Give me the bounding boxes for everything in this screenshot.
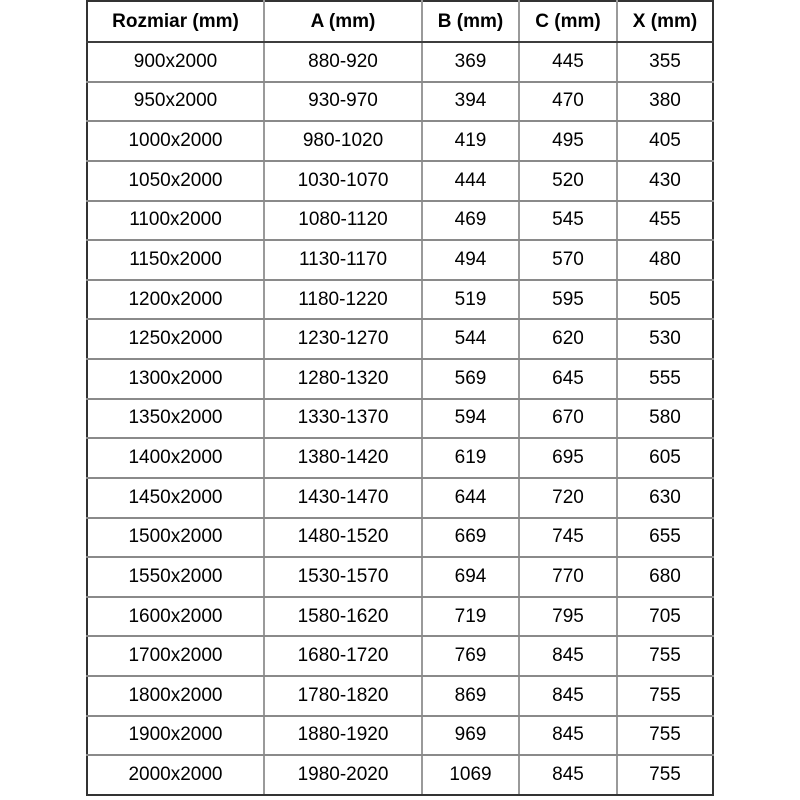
table-row <box>87 319 713 359</box>
table-row <box>87 280 713 320</box>
table-cell-a: 1230-1270 <box>264 319 422 359</box>
table-cell-x: 655 <box>617 518 713 558</box>
table-cell-x: 755 <box>617 636 713 676</box>
table-cell-a: 880-920 <box>264 42 422 82</box>
table-cell-c: 720 <box>519 478 617 518</box>
table-row <box>87 359 713 399</box>
table-cell-b: 519 <box>422 280 519 320</box>
table-cell-b: 469 <box>422 201 519 241</box>
table-cell-b: 369 <box>422 42 519 82</box>
table-cell-rozmiar: 1150x2000 <box>87 240 264 280</box>
table-row <box>87 636 713 676</box>
table-cell-a: 1130-1170 <box>264 240 422 280</box>
table-cell-c: 745 <box>519 518 617 558</box>
table-cell-a: 1980-2020 <box>264 755 422 795</box>
table-cell-x: 430 <box>617 161 713 201</box>
table-row <box>87 161 713 201</box>
table-cell-rozmiar: 1250x2000 <box>87 319 264 359</box>
table-cell-a: 1780-1820 <box>264 676 422 716</box>
table-cell-c: 495 <box>519 121 617 161</box>
table-row <box>87 399 713 439</box>
table-cell-x: 380 <box>617 82 713 122</box>
table-cell-a: 1080-1120 <box>264 201 422 241</box>
table-cell-rozmiar: 1300x2000 <box>87 359 264 399</box>
table-cell-rozmiar: 1500x2000 <box>87 518 264 558</box>
table-cell-rozmiar: 1900x2000 <box>87 716 264 756</box>
table-cell-b: 569 <box>422 359 519 399</box>
table-cell-c: 545 <box>519 201 617 241</box>
table-row <box>87 438 713 478</box>
table-cell-c: 845 <box>519 676 617 716</box>
table-cell-c: 670 <box>519 399 617 439</box>
table-cell-a: 1530-1570 <box>264 557 422 597</box>
table-cell-a: 980-1020 <box>264 121 422 161</box>
table-cell-c: 520 <box>519 161 617 201</box>
table-cell-a: 1880-1920 <box>264 716 422 756</box>
table-cell-c: 795 <box>519 597 617 637</box>
table-cell-a: 1430-1470 <box>264 478 422 518</box>
table-cell-x: 705 <box>617 597 713 637</box>
table-cell-rozmiar: 1400x2000 <box>87 438 264 478</box>
table-cell-b: 594 <box>422 399 519 439</box>
table-cell-rozmiar: 1600x2000 <box>87 597 264 637</box>
table-cell-b: 769 <box>422 636 519 676</box>
table-cell-c: 695 <box>519 438 617 478</box>
table-cell-a: 1330-1370 <box>264 399 422 439</box>
table-cell-rozmiar: 1550x2000 <box>87 557 264 597</box>
table-cell-x: 755 <box>617 716 713 756</box>
table-cell-c: 845 <box>519 636 617 676</box>
table-row <box>87 478 713 518</box>
table-cell-x: 405 <box>617 121 713 161</box>
table-cell-b: 669 <box>422 518 519 558</box>
column-header-rozmiar: Rozmiar (mm) <box>87 1 264 42</box>
table-cell-c: 445 <box>519 42 617 82</box>
table-cell-b: 869 <box>422 676 519 716</box>
table-cell-x: 505 <box>617 280 713 320</box>
column-header-c: C (mm) <box>519 1 617 42</box>
table-cell-b: 1069 <box>422 755 519 795</box>
table-cell-a: 1180-1220 <box>264 280 422 320</box>
table-row <box>87 597 713 637</box>
table-cell-x: 680 <box>617 557 713 597</box>
table-cell-b: 619 <box>422 438 519 478</box>
table-cell-x: 630 <box>617 478 713 518</box>
table-cell-c: 845 <box>519 755 617 795</box>
table-cell-a: 1280-1320 <box>264 359 422 399</box>
table-cell-c: 595 <box>519 280 617 320</box>
table-cell-x: 530 <box>617 319 713 359</box>
table-cell-x: 755 <box>617 676 713 716</box>
table-row <box>87 82 713 122</box>
table-cell-rozmiar: 1350x2000 <box>87 399 264 439</box>
table-cell-rozmiar: 900x2000 <box>87 42 264 82</box>
table-row <box>87 716 713 756</box>
table-row <box>87 201 713 241</box>
table-cell-a: 1380-1420 <box>264 438 422 478</box>
column-header-b: B (mm) <box>422 1 519 42</box>
table-cell-b: 394 <box>422 82 519 122</box>
table-cell-a: 930-970 <box>264 82 422 122</box>
table-cell-rozmiar: 1050x2000 <box>87 161 264 201</box>
table-cell-b: 969 <box>422 716 519 756</box>
table-cell-rozmiar: 1200x2000 <box>87 280 264 320</box>
table-cell-rozmiar: 950x2000 <box>87 82 264 122</box>
table-cell-x: 455 <box>617 201 713 241</box>
table-cell-c: 845 <box>519 716 617 756</box>
table-cell-b: 444 <box>422 161 519 201</box>
table-row <box>87 676 713 716</box>
table-cell-b: 694 <box>422 557 519 597</box>
size-table <box>86 0 714 796</box>
table-cell-x: 755 <box>617 755 713 795</box>
table-row <box>87 755 713 795</box>
header-row <box>87 1 713 42</box>
table-cell-rozmiar: 1000x2000 <box>87 121 264 161</box>
table-cell-c: 570 <box>519 240 617 280</box>
table-cell-rozmiar: 1100x2000 <box>87 201 264 241</box>
table-cell-x: 555 <box>617 359 713 399</box>
table-row <box>87 42 713 82</box>
table-cell-c: 770 <box>519 557 617 597</box>
table-cell-b: 544 <box>422 319 519 359</box>
table-cell-x: 605 <box>617 438 713 478</box>
table-cell-a: 1580-1620 <box>264 597 422 637</box>
table-cell-a: 1480-1520 <box>264 518 422 558</box>
table-cell-b: 419 <box>422 121 519 161</box>
table-row <box>87 240 713 280</box>
table-cell-b: 644 <box>422 478 519 518</box>
column-header-x: X (mm) <box>617 1 713 42</box>
table-row <box>87 557 713 597</box>
table-cell-b: 494 <box>422 240 519 280</box>
table-cell-x: 480 <box>617 240 713 280</box>
table-cell-b: 719 <box>422 597 519 637</box>
table-cell-rozmiar: 2000x2000 <box>87 755 264 795</box>
column-header-a: A (mm) <box>264 1 422 42</box>
table-cell-a: 1030-1070 <box>264 161 422 201</box>
table-cell-rozmiar: 1450x2000 <box>87 478 264 518</box>
table-row <box>87 121 713 161</box>
table-row <box>87 518 713 558</box>
table-cell-c: 620 <box>519 319 617 359</box>
table-cell-c: 470 <box>519 82 617 122</box>
table-cell-rozmiar: 1700x2000 <box>87 636 264 676</box>
table-cell-c: 645 <box>519 359 617 399</box>
table-cell-a: 1680-1720 <box>264 636 422 676</box>
table-cell-x: 355 <box>617 42 713 82</box>
table-cell-rozmiar: 1800x2000 <box>87 676 264 716</box>
table-cell-x: 580 <box>617 399 713 439</box>
